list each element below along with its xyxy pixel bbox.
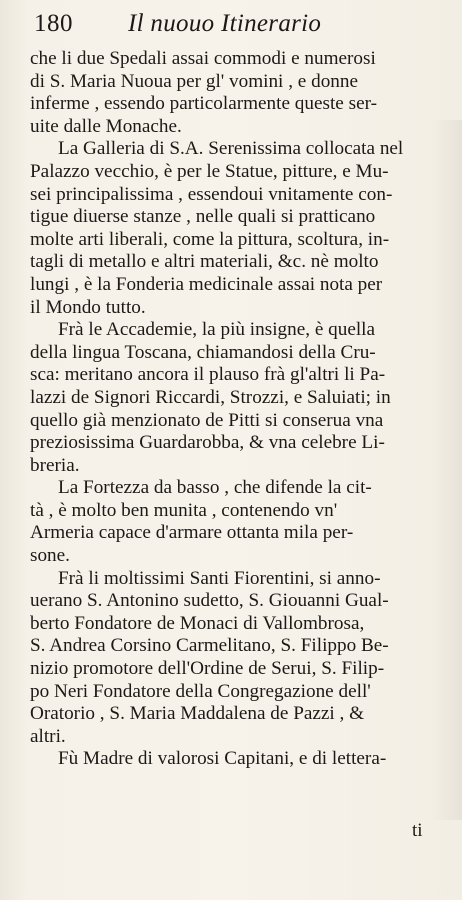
- text-line: breria.: [30, 454, 80, 476]
- text-line: Frà le Accademie, la più insigne, è quella: [58, 319, 376, 341]
- text-line: altri.: [30, 725, 66, 747]
- page-header: [34, 10, 442, 44]
- text-line: uerano S. Antonino sudetto, S. Giouanni Gual-: [30, 590, 389, 612]
- text-line: sei principalissima , essendoui vnitamente con-: [30, 183, 393, 205]
- text-line: tagli di metallo e altri materiali, &c. nè molto: [30, 251, 379, 273]
- text-line: uite dalle Monache.: [30, 115, 182, 137]
- text-line: sca: meritano ancora il plauso frà gl'altri li Pa-: [30, 364, 386, 386]
- text-line: tà , è molto ben munita , contenendo vn': [30, 499, 338, 521]
- catchword: ti: [412, 820, 423, 841]
- text-line: Oratorio , S. Maria Maddalena de Pazzi , &: [30, 703, 365, 725]
- text-line: Armeria capace d'armare ottanta mila per-: [30, 522, 354, 544]
- text-line: che li due Spedali assai commodi e numerosi: [30, 48, 376, 69]
- paragraph-4: [30, 477, 430, 567]
- text-line: lungi , è la Fonderia medicinale assai nota per: [30, 273, 383, 295]
- text-line: molte arti liberali, come la pittura, scoltura, in-: [30, 228, 390, 250]
- text-line: Frà li moltissimi Santi Fiorentini, si anno-: [58, 567, 381, 589]
- paragraph-6: [30, 748, 430, 771]
- text-line: Fù Madre di valorosi Capitani, e di lettera-: [58, 748, 387, 770]
- text-line: il Mondo tutto.: [30, 296, 146, 318]
- text-line: Palazzo vecchio, è per le Statue, pitture, e Mu-: [30, 160, 389, 182]
- text-line: S. Andrea Corsino Carmelitano, S. Filippo Be-: [30, 635, 389, 657]
- text-line: della lingua Toscana, chiamandosi della Cru-: [30, 341, 376, 363]
- paragraph-2: [30, 138, 430, 319]
- text-line: berto Fondatore de Monaci di Vallombrosa,: [30, 612, 365, 634]
- text-line: di S. Maria Nuoua per gl' vomini , e donne: [30, 70, 358, 92]
- body-text: [30, 48, 430, 771]
- running-title: Il nuouo Itinerario: [128, 10, 322, 37]
- text-line: nizio promotore dell'Ordine de Serui, S. Filip-: [30, 658, 385, 680]
- paragraph-1: [30, 48, 430, 138]
- paragraph-5: [30, 568, 430, 749]
- text-line: La Galleria di S.A. Serenissima collocata nel: [58, 138, 404, 160]
- text-line: tigue diuerse stanze , nelle quali si pratticano: [30, 206, 376, 228]
- text-line: preziosissima Guardarobba, & vna celebre Li-: [30, 432, 385, 454]
- text-line: quello già menzionato de Pitti si conserua vna: [30, 409, 384, 431]
- paragraph-3: [30, 319, 430, 477]
- page-number: 180: [34, 10, 73, 37]
- text-line: po Neri Fondatore della Congregazione dell': [30, 680, 371, 702]
- text-line: sone.: [30, 545, 70, 567]
- text-line: La Fortezza da basso , che difende la cit-: [58, 477, 372, 499]
- text-line: lazzi de Signori Riccardi, Strozzi, e Saluiati; in: [30, 386, 391, 408]
- text-line: inferme , essendo particolarmente queste ser-: [30, 93, 377, 115]
- page-edge-shadow: [432, 120, 462, 820]
